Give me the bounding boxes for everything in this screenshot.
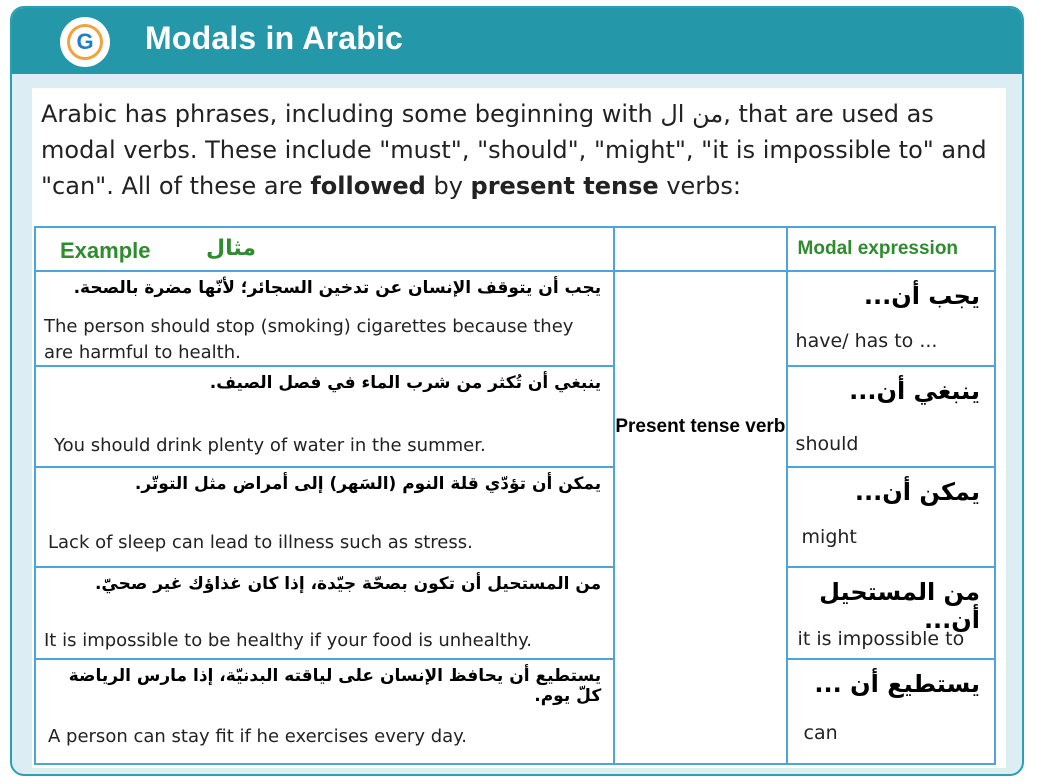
intro-text-1: Arabic has phrases, including some beginning with xyxy=(41,100,661,128)
intro-arabic-prefix: من ال xyxy=(660,100,724,128)
intro-text-4: verbs: xyxy=(658,172,741,200)
example-arabic: يجب أن يتوقف الإنسان عن تدخين السجائر؛ لأنّها مضرة بالصحة. xyxy=(73,278,602,298)
example-header-cell xyxy=(35,227,614,271)
example-arabic: من المستحيل أن تكون بصحّة جيّدة، إذا كان غذاؤك غير صحيّ. xyxy=(94,574,602,594)
example-label-arabic: مثال xyxy=(206,236,256,261)
example-cell xyxy=(35,659,614,764)
modal-cell xyxy=(787,567,995,659)
example-label: Example xyxy=(60,238,151,263)
intro-bold-followed: followed xyxy=(310,172,426,200)
modal-cell xyxy=(787,467,995,567)
modal-arabic: يجب أن... xyxy=(863,282,980,310)
modals-table xyxy=(34,226,996,765)
example-arabic: يمكن أن تؤدّي قلة النوم (السَهر) إلى أمراض مثل التوتّر. xyxy=(134,474,602,494)
middle-header-cell xyxy=(614,227,786,271)
content-panel xyxy=(32,88,1006,768)
modal-header-cell xyxy=(787,227,995,271)
example-arabic: يستطيع أن يحافظ الإنسان على لياقته البدنيّة، إذا مارس الرياضة كلّ يوم. xyxy=(68,666,602,706)
example-cell xyxy=(35,271,614,366)
modal-cell xyxy=(787,366,995,467)
modal-english: might xyxy=(801,526,857,548)
example-cell xyxy=(35,567,614,659)
table-row xyxy=(35,659,995,764)
example-english: You should drink plenty of water in the summer. xyxy=(54,435,486,456)
table-header-row xyxy=(35,227,995,271)
brand-logo-icon xyxy=(60,17,110,67)
modal-arabic: من المستحيل أن... xyxy=(819,578,980,634)
modal-arabic: ينبغي أن... xyxy=(849,377,980,405)
modal-cell xyxy=(787,659,995,764)
table-row xyxy=(35,567,995,659)
modal-english: should xyxy=(795,433,859,455)
modal-english: can xyxy=(803,722,838,744)
example-english: A person can stay fit if he exercises every day. xyxy=(48,726,467,747)
modal-cell xyxy=(787,271,995,366)
page-title: Modals in Arabic xyxy=(145,20,404,56)
title-bar xyxy=(12,8,1022,74)
example-cell xyxy=(35,467,614,567)
table-row xyxy=(35,271,995,366)
logo-letter: G xyxy=(76,29,94,54)
example-english: The person should stop (smoking) cigarettes because they are harmful to health. xyxy=(44,316,574,363)
table-row xyxy=(35,366,995,467)
intro-text-3: by xyxy=(425,172,471,200)
intro-text-2: , that are used as modal verbs. These include "must", "should", "might", "it is impossible to" and "can". All of these are xyxy=(41,100,987,200)
example-cell xyxy=(35,366,614,467)
example-arabic: ينبغي أن تُكثر من شرب الماء في فصل الصيف. xyxy=(209,373,602,393)
modal-english: it is impossible to xyxy=(797,628,965,650)
modal-arabic: يمكن أن... xyxy=(854,478,980,506)
lesson-card xyxy=(10,6,1024,776)
example-english: Lack of sleep can lead to illness such as stress. xyxy=(48,532,473,553)
modal-arabic: يستطيع أن ... xyxy=(814,670,980,698)
table-row xyxy=(35,467,995,567)
modal-expression-header: Modal expression xyxy=(797,238,959,259)
example-english: It is impossible to be healthy if your food is unhealthy. xyxy=(44,630,532,651)
present-tense-cell xyxy=(614,271,786,764)
modal-english: have/ has to ... xyxy=(795,330,938,352)
intro-paragraph xyxy=(41,96,991,204)
intro-bold-present-tense: present tense xyxy=(470,172,659,200)
present-tense-label: Present tense verb xyxy=(615,416,786,437)
